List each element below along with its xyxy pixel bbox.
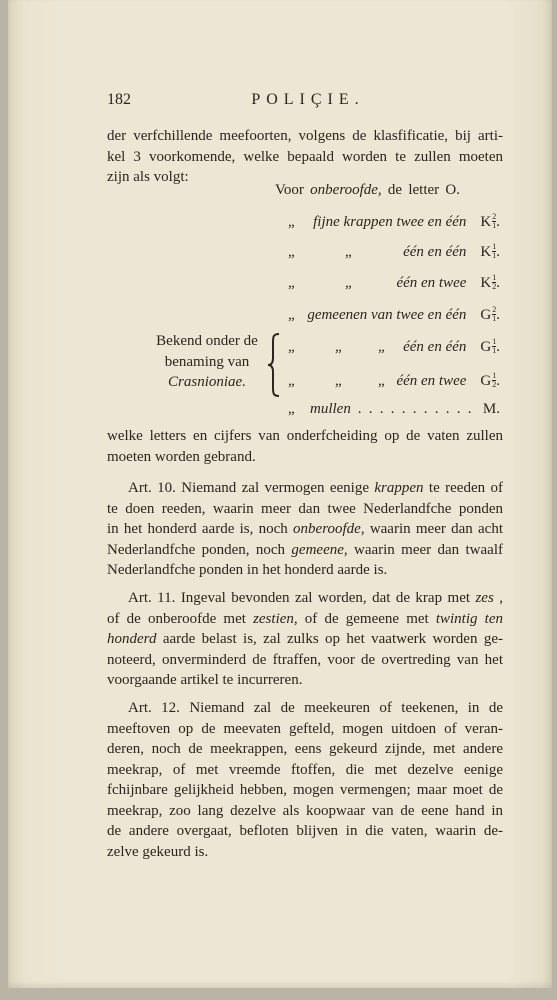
ditto-mark: „ — [288, 214, 295, 230]
grade-letter: M. — [482, 401, 500, 417]
italic-run: onberoofde — [293, 521, 361, 537]
fraction-numerator: 1 — [492, 273, 497, 282]
classification-first-entry — [275, 180, 460, 200]
grade-letter: K — [480, 275, 492, 291]
ditto-mark: „ — [335, 373, 342, 389]
text-line — [107, 519, 503, 540]
classification-row — [288, 337, 500, 357]
row-end: . — [496, 339, 500, 355]
italic-run: honderd — [107, 631, 157, 647]
text-line: moeten worden gebrand. — [107, 448, 256, 465]
classification-row — [288, 371, 500, 391]
text-run: Nederlandfche ponden, noch — [107, 541, 292, 558]
text-line — [147, 372, 267, 393]
text-line: benaming van — [164, 353, 250, 370]
row-phrase: één en twee — [396, 373, 467, 389]
fraction-numerator: 1 — [492, 242, 497, 251]
text-run: noteerd, onverminderd de ftraffen, voor de overtreding van het — [107, 651, 503, 668]
text-line — [107, 560, 503, 581]
ditto-mark: „ — [288, 373, 295, 389]
text-run: zelve gekeurd is. — [107, 843, 209, 860]
text-line — [107, 842, 503, 863]
text-run: Voor — [275, 182, 311, 198]
fraction-denominator: 1 — [492, 251, 497, 260]
ditto-mark: „ — [378, 373, 385, 389]
text-run: Art. 11. Ingeval bevonden zal worden, dat de krap met — [128, 590, 476, 606]
fraction-denominator: 2 — [492, 282, 497, 291]
fraction-numerator: 1 — [492, 371, 497, 380]
classification-row — [288, 273, 500, 293]
text-run: Nederlandfche ponden in het honderd aarde is. — [107, 562, 388, 578]
text-run: , waarin meer dan acht — [360, 521, 503, 537]
article-11 — [107, 588, 503, 691]
text-run: aarde belast is, zal zulks op het vaatwerk worden ge- — [156, 631, 503, 647]
text-line — [107, 588, 503, 609]
text-run: , of de gemeene met — [293, 610, 436, 627]
ditto-mark: „ — [288, 401, 295, 417]
text-line — [107, 540, 503, 561]
text-run: te doen reeden, waarin meer dan twee Nederlandfche ponden — [107, 500, 503, 517]
ditto-mark: „ — [335, 339, 342, 355]
text-line: welke letters en cijfers van onderfcheiding op de vaten zullen — [107, 428, 503, 444]
text-line — [107, 629, 503, 650]
text-run: te reeden of — [423, 480, 503, 496]
text-line — [107, 478, 503, 499]
page-header — [107, 89, 503, 111]
classification-row — [288, 242, 500, 262]
text-line — [107, 719, 503, 740]
text-run: Art. 12. Niemand zal de meekeuren of teekenen, in de — [128, 700, 503, 716]
text-line — [107, 670, 503, 691]
row-phrase: één en één — [403, 244, 467, 260]
row-phrase: mullen . . . . . . . . . . . — [310, 401, 472, 417]
classification-row — [288, 212, 500, 232]
text-run: meeftoven op de meevaten gefteld, mogen uitdoen of veran- — [107, 720, 503, 737]
grade-letter: G — [480, 339, 492, 355]
classification-row — [288, 305, 500, 325]
closing-paragraph — [107, 426, 503, 467]
ditto-mark: „ — [288, 275, 295, 291]
fraction-numerator: 2 — [492, 305, 497, 314]
text-line — [107, 739, 503, 760]
italic-run: onberoofde, — [310, 182, 382, 198]
article-12 — [107, 698, 503, 862]
text-line — [107, 499, 503, 520]
row-end: . — [496, 373, 500, 389]
running-title: POLIÇIE. — [251, 91, 365, 108]
row-end: . — [496, 275, 500, 291]
fraction-denominator: 2 — [492, 380, 497, 389]
text-line: zijn als volgt: — [107, 169, 189, 185]
text-line: kel 3 voorkomende, welke bepaald worden te zullen moeten — [107, 148, 503, 165]
text-run: Art. 10. Niemand zal vermogen eenige — [128, 480, 375, 496]
text-line: der verfchillende meefoorten, volgens de klasfificatie, bij arti- — [107, 128, 503, 144]
ditto-mark: „ — [288, 307, 295, 323]
ditto-mark: „ — [345, 244, 352, 260]
text-run: deren, noch de meekrappen, eens gekeurd zijnde, met andere — [107, 741, 503, 757]
italic-run: gemeene — [291, 541, 344, 558]
fraction-denominator: 1 — [492, 221, 497, 230]
text-line — [107, 780, 503, 801]
text-run: de andere overgaat, befloten blijven in die vaten, waarin de- — [107, 823, 503, 839]
text-line — [107, 801, 503, 822]
grade-letter: G — [480, 373, 492, 389]
text-line: Bekend onder de — [156, 333, 258, 349]
text-run: de letter O. — [381, 182, 460, 198]
grade-letter: K — [480, 244, 492, 260]
text-line — [107, 821, 503, 842]
text-run: , waarin meer dan twaalf — [343, 541, 503, 558]
row-phrase: gemeenen van twee en één — [307, 307, 467, 323]
fraction-numerator: 2 — [492, 212, 497, 221]
italic-run: zes — [475, 590, 494, 606]
article-10 — [107, 478, 503, 581]
fraction-denominator: 1 — [492, 346, 497, 355]
text-line — [107, 609, 503, 630]
intro-paragraph — [107, 126, 503, 188]
ditto-mark: „ — [288, 244, 295, 260]
row-end: . — [496, 244, 500, 260]
italic-run: twintig ten — [435, 610, 503, 627]
row-phrase: fijne krappen twee en één — [313, 214, 467, 230]
italic-run: Crasnioniae. — [168, 374, 246, 390]
text-run: meekrap, zoo lang dezelve als koopwaar van de eene hand in — [107, 802, 503, 819]
row-end: . — [496, 307, 500, 323]
text-run: in het honderd aarde is, noch — [107, 521, 294, 537]
curly-brace — [266, 333, 282, 397]
text-run: meekrap, of met vreemde ftoffen, die met dezelve eenige — [107, 761, 503, 778]
italic-run: zestien — [253, 610, 294, 627]
bracket-note — [147, 331, 267, 393]
text-line — [107, 760, 503, 781]
italic-run: krappen — [374, 480, 424, 496]
fraction-denominator: 1 — [492, 314, 497, 323]
ditto-mark: „ — [345, 275, 352, 291]
ditto-mark: „ — [288, 339, 295, 355]
text-run: voorgaande artikel te incurreren. — [107, 672, 303, 688]
grade-letter: G — [480, 307, 492, 323]
row-phrase: één en twee — [396, 275, 467, 291]
text-line — [107, 650, 503, 671]
grade-letter: K — [480, 214, 492, 230]
row-end: . — [496, 214, 500, 230]
text-run: , — [493, 590, 503, 606]
text-run: fchijnbare gelijkheid hebben, mogen vermengen; maar moet de — [107, 782, 503, 798]
ditto-mark: „ — [378, 339, 385, 355]
text-line — [107, 698, 503, 719]
row-phrase: één en één — [403, 339, 467, 355]
classification-row — [288, 399, 500, 419]
page-number: 182 — [107, 91, 131, 108]
text-run: of de onberoofde met — [107, 610, 254, 627]
fraction-numerator: 1 — [492, 337, 497, 346]
